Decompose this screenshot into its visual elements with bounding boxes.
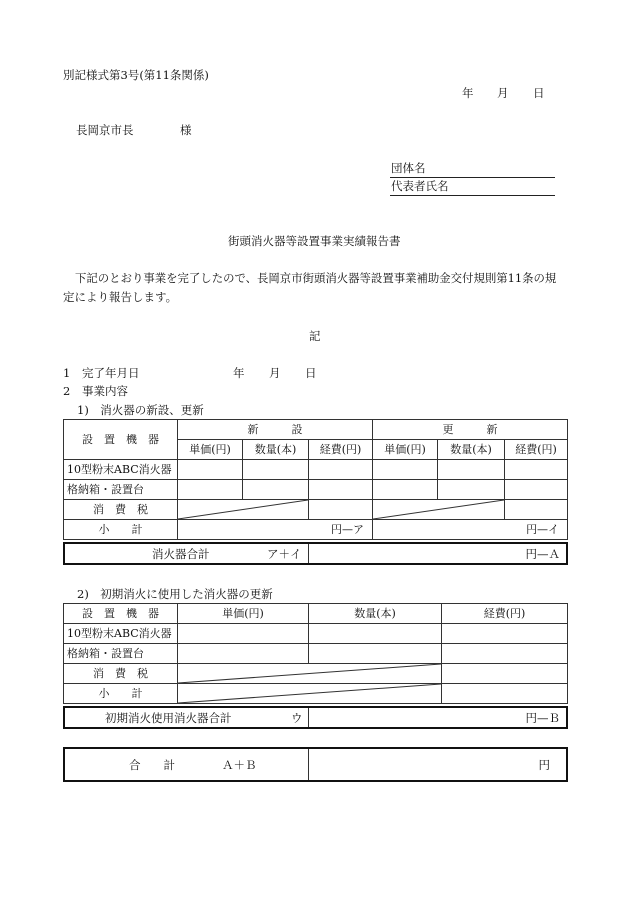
- s1-cell: [178, 460, 243, 480]
- s1-update-unit-header: 単価(円): [373, 440, 438, 460]
- s2-subtotal-diagonal: [178, 684, 442, 704]
- s1-cell: [505, 480, 568, 500]
- section1-heading: 1) 消火器の新設、更新: [77, 403, 204, 417]
- s2-cell: [178, 624, 309, 644]
- section1-table: [63, 419, 568, 540]
- addressee-honorific: 様: [180, 123, 192, 137]
- s1-cell: [243, 480, 309, 500]
- s2-equipment-header: 設 置 機 器: [64, 604, 178, 624]
- s2-cell: [178, 644, 309, 664]
- org-name-label: 団体名: [391, 161, 426, 175]
- form-number: 別記様式第3号(第11条関係): [63, 68, 209, 82]
- s1-row-stand-label: 格納箱・設置台: [64, 480, 178, 500]
- grand-total-value: 円: [538, 758, 550, 772]
- s1-cell: [309, 480, 373, 500]
- s1-row-subtotal-label: 小 計: [64, 520, 178, 540]
- s1-update-qty-header: 数量(本): [438, 440, 505, 460]
- s2-cell: [442, 684, 568, 704]
- section2-heading: 2) 初期消火に使用した消火器の更新: [77, 587, 273, 601]
- grand-total-box: [63, 747, 568, 782]
- s2-tax-diagonal: [178, 664, 442, 684]
- item1-label: 完了年月日: [82, 366, 140, 380]
- s1-new-qty-header: 数量(本): [243, 440, 309, 460]
- s1-subtotal-new: 円—ア: [178, 520, 373, 540]
- s1-cell: [505, 460, 568, 480]
- s2-cell: [442, 644, 568, 664]
- s1-cell: [438, 460, 505, 480]
- s1-update-cost-header: 経費(円): [505, 440, 568, 460]
- s1-row-extinguisher-label: 10型粉末ABC消火器: [64, 460, 178, 480]
- s1-cell: [438, 480, 505, 500]
- report-title: 街頭消火器等設置事業実績報告書: [228, 234, 401, 248]
- s2-qty-header: 数量(本): [309, 604, 442, 624]
- s2-cell: [442, 624, 568, 644]
- s2-row-subtotal-label: 小 計: [64, 684, 178, 704]
- s1-cell: [178, 480, 243, 500]
- s2-total-value: 円—Ｂ: [525, 711, 560, 725]
- item1-day: 日: [305, 366, 317, 380]
- s1-total-box: [63, 542, 568, 565]
- item2-label: 事業内容: [82, 384, 128, 398]
- item1-number: 1: [63, 366, 71, 380]
- s1-cell: [505, 500, 568, 520]
- item2-number: 2: [63, 384, 71, 398]
- representative-line: [390, 195, 555, 196]
- s1-new-header: 新 設: [178, 420, 373, 440]
- body-text-line2: 定により報告します。: [63, 290, 178, 304]
- s2-row-stand-label: 格納箱・設置台: [64, 644, 178, 664]
- s1-tax-update-diagonal: [373, 500, 505, 520]
- s2-cost-header: 経費(円): [442, 604, 568, 624]
- grand-total-divider: [308, 749, 309, 780]
- s1-new-unit-header: 単価(円): [178, 440, 243, 460]
- grand-total-formula: Ａ＋Ｂ: [222, 758, 257, 772]
- addressee: 長岡京市長: [76, 123, 134, 137]
- s1-total-formula: ア＋イ: [267, 547, 302, 561]
- s1-tax-new-diagonal: [178, 500, 309, 520]
- s1-cell: [243, 460, 309, 480]
- s1-total-value: 円—Ａ: [525, 547, 560, 561]
- s2-total-box: [63, 706, 568, 729]
- s1-cell: [373, 480, 438, 500]
- s2-cell: [309, 624, 442, 644]
- grand-total-label: 合 計: [129, 758, 175, 772]
- section2-table: [63, 603, 568, 704]
- s1-cell: [309, 460, 373, 480]
- date-month-label: 月: [497, 86, 509, 100]
- body-text-line1: 下記のとおり事業を完了したので、長岡京市街頭消火器等設置事業補助金交付規則第11条の規: [75, 271, 557, 285]
- ki-heading: 記: [309, 329, 321, 343]
- s2-unit-header: 単価(円): [178, 604, 309, 624]
- s1-update-header: 更 新: [373, 420, 568, 440]
- s1-cell: [309, 500, 373, 520]
- s1-total-label: 消火器合計: [152, 547, 210, 561]
- s2-total-label: 初期消火使用消火器合計: [105, 711, 232, 725]
- s1-cell: [373, 460, 438, 480]
- s2-cell: [309, 644, 442, 664]
- s1-new-cost-header: 経費(円): [309, 440, 373, 460]
- s1-equipment-header: 設 置 機 器: [64, 420, 178, 460]
- s1-subtotal-update: 円—イ: [373, 520, 568, 540]
- s2-row-tax-label: 消 費 税: [64, 664, 178, 684]
- representative-label: 代表者氏名: [391, 179, 449, 193]
- s2-cell: [442, 664, 568, 684]
- s2-total-divider: [308, 708, 309, 727]
- item1-month: 月: [269, 366, 281, 380]
- s2-total-formula: ウ: [291, 711, 303, 725]
- org-name-line: [390, 177, 555, 178]
- item1-year: 年: [233, 366, 245, 380]
- s1-total-divider: [308, 544, 309, 563]
- s2-row-extinguisher-label: 10型粉末ABC消火器: [64, 624, 178, 644]
- date-day-label: 日: [533, 86, 545, 100]
- date-year-label: 年: [462, 86, 474, 100]
- s1-row-tax-label: 消 費 税: [64, 500, 178, 520]
